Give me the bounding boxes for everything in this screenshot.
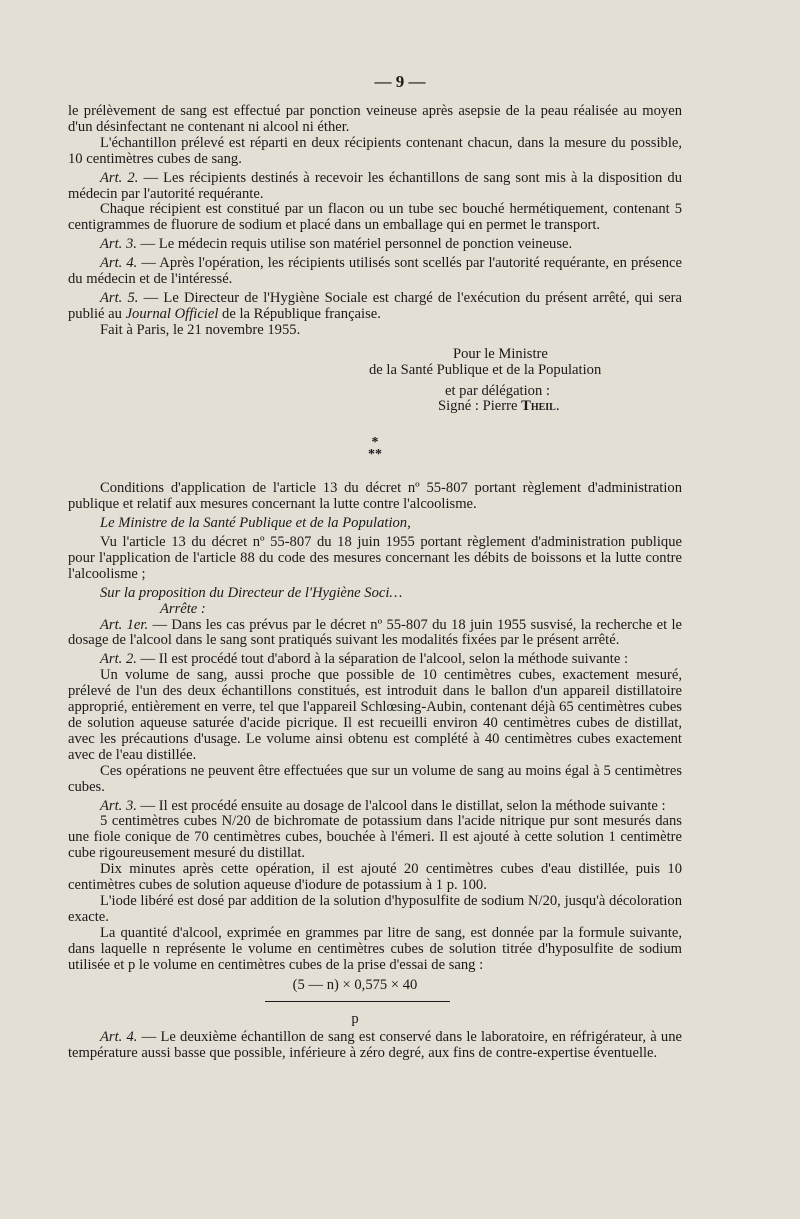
arrete-heading: Arrête : — [160, 600, 206, 617]
paragraph-volume: Un volume de sang, aussi proche que possible de 10 centimètres cubes, exactement mesuré, prélevé de l'un des deux échantillons constitués, est introduit dans le ballon d'un appareil distillatoire approprié, entièrement en verre, tel que l'appareil Schlœsing-Aubin, contenant déjà 65 centimètres cubes de solution aqueuse saturée d'acide picrique. Il est recueilli environ 40 centimètres cubes de distillat, avec les précautions d'usage. Le volume ainsi obtenu est complété à 40 centimètres cubes exactement avec de l'eau distillée. — [68, 667, 682, 763]
article-5-label: Art. 5. — [100, 289, 139, 306]
b-article-4 — [68, 1030, 682, 1062]
article-5-text-b: de la République française. — [218, 305, 381, 322]
paragraph-echantillon: L'échantillon prélevé est réparti en deux récipients contenant chacun, dans la mesure du possible, 10 centimètres cubes de sang. — [68, 134, 682, 167]
b-article-2-text: — Il est procédé tout d'abord à la séparation de l'alcool, selon la méthode suivante : — [136, 651, 629, 668]
paragraph-iode: L'iode libéré est dosé par addition de la solution d'hyposulfite de sodium N/20, jusqu'à décoloration exacte. — [68, 892, 682, 925]
article-3-text: — Le médecin requis utilise son matériel personnel de ponction veineuse. — [136, 236, 573, 253]
article-2-label: Art. 2. — [100, 169, 139, 186]
formula — [68, 978, 682, 1029]
paragraph-bichromate: 5 centimètres cubes N/20 de bichromate de potassium dans l'acide nitrique pur sont mesurés dans une fiole conique de 70 centimètres cubes, bouchée à l'émeri. Il est ajouté à cette solution 1 centimètre cube rigoureusement mesuré du distillat. — [68, 813, 682, 862]
article-5-text-a: — Le Directeur de l'Hygiène Sociale est chargé de l'exécution du présent arrêté, qui sera publié au — [68, 289, 682, 322]
document-body — [68, 104, 682, 1062]
journal-officiel: Journal Officiel — [125, 305, 219, 322]
separator-star-top: * — [371, 435, 379, 451]
b-article-1-text: — Dans les cas prévus par le décret nº 55-807 du 18 juin 1955 susvisé, la recherche et le dosage de l'alcool dans le sang sont pratiqués suivant les modalités fixées par le présent arrêté. — [68, 616, 682, 649]
proposition-line: Sur la proposition du Directeur de l'Hygiène Soci… — [100, 584, 403, 601]
paragraph-recipient: Chaque récipient est constitué par un flacon ou un tube sec bouché hermétiquement, contenant 5 centigrammes de fluorure de sodium et placé dans un emballage qui en permet le transport. — [68, 201, 682, 234]
signature-line-2: de la Santé Publique et de la Population — [369, 361, 602, 378]
article-3-label: Art. 3. — [100, 236, 137, 253]
separator-star-bottom: ** — [368, 447, 382, 463]
signature-line-1: Pour le Ministre — [453, 345, 548, 362]
article-4-text: — Après l'opération, les récipients utilisés sont scellés par l'autorité requérante, en présence du médecin et de l'intéressé. — [68, 255, 683, 288]
formula-numerator: (5 — n) × 0,575 × 40 — [292, 976, 418, 993]
signature-line-4 — [68, 399, 682, 415]
b-article-1-label: Art. 1er. — [100, 616, 149, 633]
b-article-3 — [68, 799, 682, 815]
b-article-4-text: — Le deuxième échantillon de sang est conservé dans le laboratoire, en réfrigérateur, à une température aussi basse que possible, inférieure à zéro degré, aux fins de contre-expertise éventuelle. — [68, 1029, 682, 1062]
signature-line-3: et par délégation : — [445, 382, 550, 399]
section-separator — [68, 437, 682, 461]
date-line: Fait à Paris, le 21 novembre 1955. — [100, 321, 301, 338]
article-5 — [68, 291, 682, 323]
article-4-label: Art. 4. — [100, 255, 138, 272]
signature-suffix: . — [555, 398, 560, 415]
signature-block — [68, 347, 682, 416]
vu-paragraph: Vu l'article 13 du décret nº 55-807 du 18 juin 1955 portant règlement d'administration publique pour l'application de l'article 88 du code des mesures concernant les débits de boissons et la lutte contre l'alcoolisme ; — [68, 534, 682, 582]
b-article-2 — [68, 652, 682, 668]
article-3 — [68, 237, 682, 253]
signature-prefix: Signé : Pierre — [438, 398, 522, 415]
formula-denominator: p — [351, 1011, 359, 1028]
article-4 — [68, 256, 682, 288]
signatory-name: Theil — [521, 398, 556, 415]
b-article-3-label: Art. 3. — [100, 797, 137, 814]
b-article-4-label: Art. 4. — [100, 1029, 138, 1046]
b-article-2-label: Art. 2. — [100, 651, 137, 668]
paragraph-dix-minutes: Dix minutes après cette opération, il est ajouté 20 centimètres cubes d'eau distillée, puis 10 centimètres cubes de solution aqueuse d'iodure de potassium à 1 p. 100. — [68, 861, 682, 894]
paragraph-quantite: La quantité d'alcool, exprimée en grammes par litre de sang, est donnée par la formule suivante, dans laquelle n représente le volume en centimètres cubes de solution titrée d'hyposulfite de sodium utilisée et p le volume en centimètres cubes de la prise d'essai de sang : — [68, 924, 682, 973]
b-article-1 — [68, 618, 682, 650]
page-number: — 9 — — [374, 72, 426, 91]
b-article-3-text: — Il est procédé ensuite au dosage de l'alcool dans le distillat, selon la méthode suivante : — [136, 797, 666, 814]
article-2-text: — Les récipients destinés à recevoir les échantillons de sang sont mis à la disposition du médecin par l'autorité requérante. — [68, 169, 682, 202]
paragraph-operations: Ces opérations ne peuvent être effectuées que sur un volume de sang au moins égal à 5 centimètres cubes. — [68, 762, 682, 795]
paragraph-prelevement: le prélèvement de sang est effectué par ponction veineuse après asepsie de la peau réalisée au moyen d'un désinfectant ne contenant ni alcool ni éther. — [68, 103, 682, 135]
article-2 — [68, 171, 682, 203]
section-title: Conditions d'application de l'article 13 du décret nº 55-807 portant règlement d'administration publique et relatif aux mesures concernant la lutte contre l'alcoolisme. — [68, 480, 682, 513]
minister-line: Le Ministre de la Santé Publique et de la Population, — [100, 515, 411, 532]
formula-fraction-bar — [265, 1001, 450, 1002]
